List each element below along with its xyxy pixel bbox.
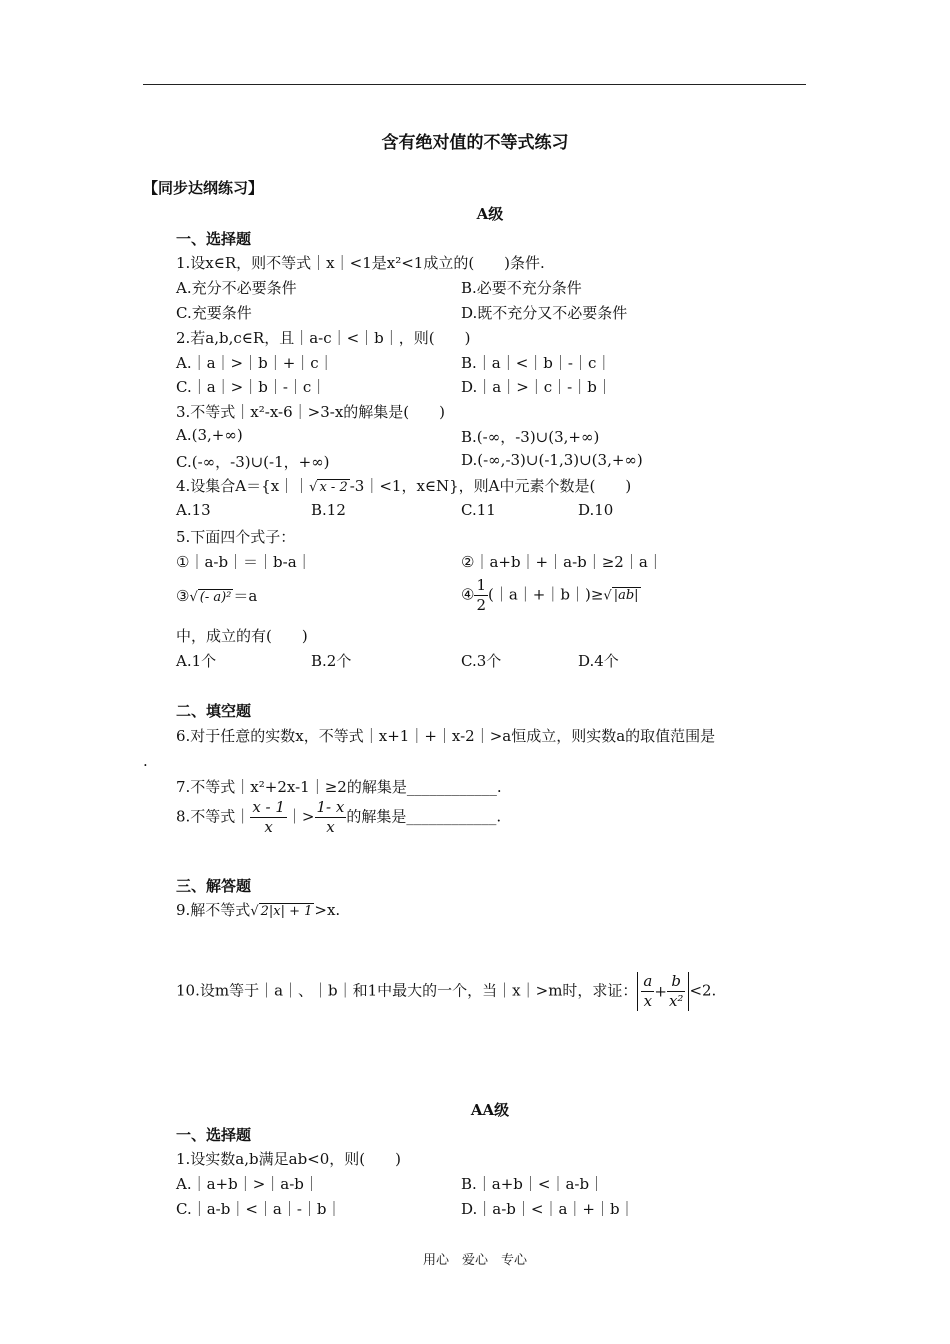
q9	[176, 899, 340, 920]
q9-post: >x.	[314, 901, 341, 919]
q4-sqrt	[309, 480, 350, 495]
fraction-denominator: 2	[476, 595, 486, 614]
q4-stem-pre: 4.设集合A＝{x｜｜	[176, 477, 310, 495]
q5-expr-4-fraction	[474, 576, 488, 615]
q8-pre: 8.不等式｜	[176, 807, 251, 826]
aa-q1-option-b: B.｜a+b｜<｜a-b｜	[461, 1175, 605, 1193]
q5-option-a: A.1个	[176, 652, 217, 670]
fraction-denominator: x	[264, 817, 273, 836]
page-title: 含有绝对值的不等式练习	[381, 133, 569, 153]
q4-option-a: A.13	[176, 501, 211, 519]
fraction-numerator: b	[667, 972, 685, 992]
q6-stem: 6.对于任意的实数x，不等式｜x+1｜+｜x-2｜>a恒成立，则实数a的取值范围是	[176, 727, 716, 745]
q5-expr-1: ①｜a-b｜＝｜b-a｜	[176, 553, 312, 571]
q4-option-b: B.12	[311, 501, 346, 519]
q5-expr-3-label: ③	[176, 587, 190, 605]
q3-option-a: A.(3,+∞)	[176, 426, 243, 444]
aa-q1-stem: 1.设实数a,b满足ab<0，则( )	[176, 1150, 401, 1168]
q10-abs-expression	[637, 972, 689, 1011]
section-choice-heading: 一、选择题	[176, 230, 252, 248]
q8-fraction-right	[315, 798, 347, 837]
section-solve-heading: 三、解答题	[176, 877, 252, 895]
q10-fraction-b	[667, 972, 685, 1011]
fraction-denominator: x²	[668, 991, 684, 1010]
aa-q1-option-d: D.｜a-b｜<｜a｜+｜b｜	[461, 1200, 635, 1218]
q7-stem: 7.不等式｜x²+2x-1｜≥2的解集是	[176, 778, 407, 796]
q10-fraction-a	[641, 972, 654, 1011]
q4-stem	[176, 475, 631, 496]
radical-sign: √	[603, 588, 612, 604]
q1-stem: 1.设x∈R，则不等式｜x｜<1是x²<1成立的( )条件.	[176, 254, 545, 272]
q8-end: .	[496, 807, 502, 826]
q3-option-d: D.(-∞,-3)∪(-1,3)∪(3,+∞)	[461, 451, 643, 469]
q6-tail: .	[143, 752, 148, 770]
header-rule	[143, 84, 806, 85]
q3-option-b: B.(-∞，-3)∪(3,+∞)	[461, 428, 600, 446]
aa-q1-option-a: A.｜a+b｜>｜a-b｜	[176, 1175, 319, 1193]
q3-stem: 3.不等式｜x²-x-6｜>3-x的解集是( )	[176, 403, 446, 421]
q8-mid: ｜>	[286, 807, 315, 826]
q1-option-b: B.必要不充分条件	[461, 279, 582, 297]
q5-stem: 5.下面四个式子：	[176, 528, 296, 546]
q5-expr-3-post: ＝a	[233, 587, 258, 605]
q5-expr-4-radicand: |ab|	[613, 588, 639, 604]
q2-option-c: C.｜a｜>｜b｜-｜c｜	[176, 378, 327, 396]
section-aa-choice-heading: 一、选择题	[176, 1126, 252, 1144]
radical-sign: √	[250, 904, 259, 919]
q8-post: 的解集是	[346, 807, 407, 826]
q5-option-c: C.3个	[461, 652, 502, 670]
q4-option-c: C.11	[461, 501, 496, 519]
q1-option-c: C.充要条件	[176, 304, 252, 322]
fraction-numerator: 1	[476, 576, 486, 594]
section-sync-heading: 【同步达纲练习】	[143, 179, 264, 197]
aa-q1-option-c: C.｜a-b｜<｜a｜-｜b｜	[176, 1200, 342, 1218]
q4-stem-post: -3｜<1，x∈N}，则A中元素个数是( )	[349, 477, 632, 495]
q7-answer-blank: ____________	[406, 778, 497, 796]
radical-sign: √	[189, 590, 198, 605]
q8-answer-blank: ____________	[406, 807, 497, 826]
q7	[176, 776, 502, 797]
fraction-numerator: a	[643, 972, 653, 990]
q5-expr-2: ②｜a+b｜+｜a-b｜≥2｜a｜	[461, 553, 663, 571]
q8	[176, 798, 501, 837]
q2-option-b: B.｜a｜<｜b｜-｜c｜	[461, 354, 612, 372]
q8-fraction-left	[250, 798, 287, 837]
q5-tail: 中，成立的有( )	[176, 627, 308, 645]
page-footer: 用心 爱心 专心	[422, 1253, 527, 1268]
q7-end: .	[496, 778, 502, 796]
fraction-numerator: x - 1	[252, 798, 285, 816]
q10-post: <2.	[689, 981, 717, 1000]
radical-sign: √	[309, 480, 318, 495]
q9-sqrt	[250, 903, 314, 919]
q2-option-a: A.｜a｜>｜b｜+｜c｜	[176, 354, 334, 372]
section-fill-heading: 二、填空题	[176, 702, 252, 720]
q9-radicand: 2|x| + 1	[260, 904, 313, 919]
q5-expr-4-sqrt	[603, 587, 640, 603]
q9-pre: 9.解不等式	[176, 901, 251, 919]
q10-pre: 10.设m等于｜a｜、｜b｜和1中最大的一个，当｜x｜>m时，求证：	[176, 981, 638, 1000]
q5-expr-3-sqrt	[189, 589, 233, 605]
fraction-numerator: 1- x	[316, 798, 345, 816]
q10	[176, 972, 716, 1011]
q1-option-a: A.充分不必要条件	[176, 279, 297, 297]
q4-radicand: x - 2	[319, 480, 348, 495]
level-a-heading: A级	[476, 205, 504, 223]
q5-option-d: D.4个	[578, 652, 619, 670]
q4-option-d: D.10	[578, 501, 614, 519]
q3-option-c: C.(-∞，-3)∪(-1，+∞)	[176, 453, 330, 471]
q2-stem: 2.若a,b,c∈R，且｜a-c｜<｜b｜，则( )	[176, 329, 471, 347]
q5-expr-3-radicand: (- a)²	[199, 590, 232, 605]
q5-expr-4-label: ④	[461, 585, 475, 604]
q10-plus: +	[654, 982, 667, 1001]
fraction-denominator: x	[643, 991, 653, 1010]
q5-expr-4-mid: (｜a｜+｜b｜)≥	[488, 585, 604, 604]
q2-option-d: D.｜a｜>｜c｜-｜b｜	[461, 378, 612, 396]
q1-option-d: D.既不充分又不必要条件	[461, 304, 628, 322]
q5-expr-3	[176, 585, 257, 606]
q5-expr-4	[461, 576, 641, 615]
level-aa-heading: AA级	[470, 1101, 510, 1119]
fraction-denominator: x	[326, 817, 335, 836]
q5-option-b: B.2个	[311, 652, 352, 670]
